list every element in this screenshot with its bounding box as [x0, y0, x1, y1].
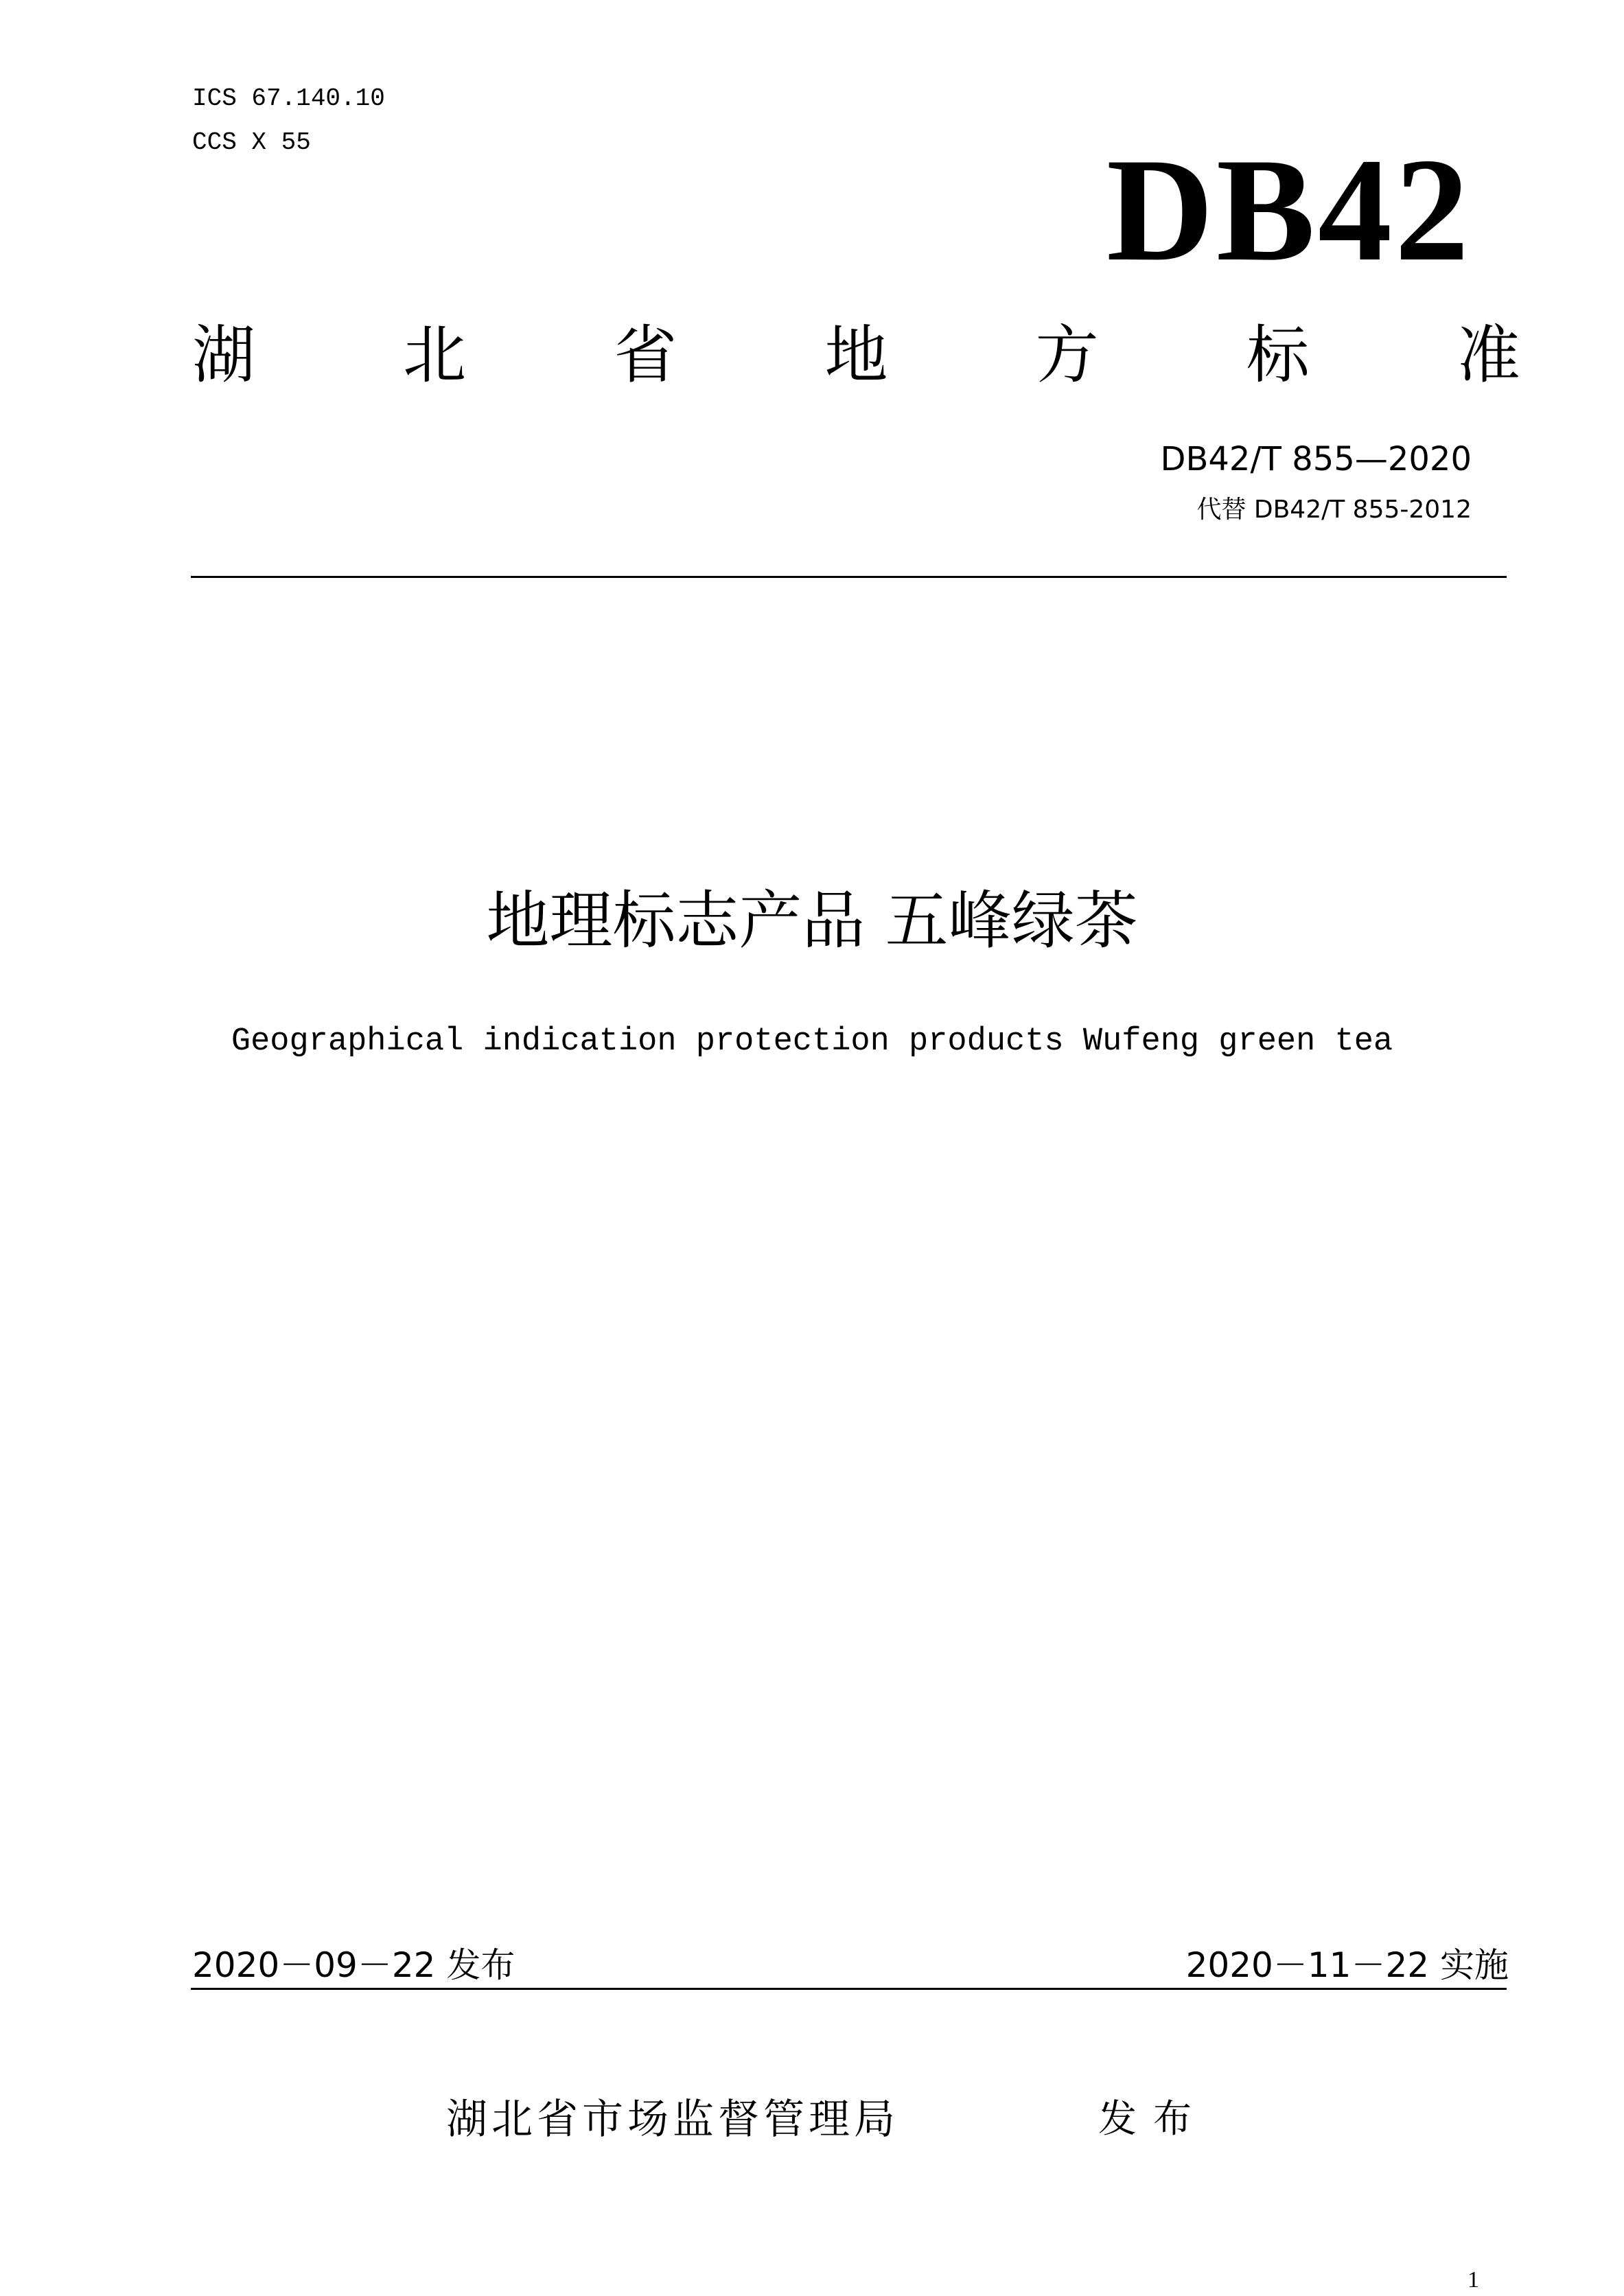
ccs-code: CCS X 55 — [192, 128, 311, 156]
ics-code: ICS 67.140.10 — [192, 84, 385, 113]
standard-type-char: 北 — [403, 318, 467, 392]
footer-divider — [191, 1988, 1507, 1990]
classification-codes — [192, 77, 385, 165]
document-title-en: Geographical indication protection products Wufeng green tea — [231, 1023, 1393, 1060]
publisher-name: 湖北省市场监督管理局 — [446, 2096, 899, 2144]
standard-type-char: 准 — [1457, 318, 1520, 392]
standard-type-char: 方 — [1035, 318, 1099, 392]
issue-date: 2020－09－22 发布 — [192, 1945, 515, 1985]
standard-type-char: 湖 — [192, 318, 256, 392]
standard-type-char: 省 — [614, 318, 677, 392]
standard-number: DB42/T 855—2020 — [1160, 440, 1472, 478]
publish-label: 发布 — [1098, 2097, 1208, 2142]
replaces-note: 代替 DB42/T 855-2012 — [1196, 496, 1472, 524]
standard-type-char: 标 — [1246, 318, 1310, 392]
page-number: 1 — [1468, 2267, 1479, 2293]
implementation-date: 2020－11－22 实施 — [1185, 1945, 1509, 1985]
header-divider — [191, 576, 1507, 578]
standard-prefix: DB42 — [1106, 128, 1472, 292]
document-title-cn: 地理标志产品 五峰绿茶 — [486, 884, 1138, 958]
standard-type-title — [192, 314, 1520, 397]
standard-type-char: 地 — [824, 318, 888, 392]
